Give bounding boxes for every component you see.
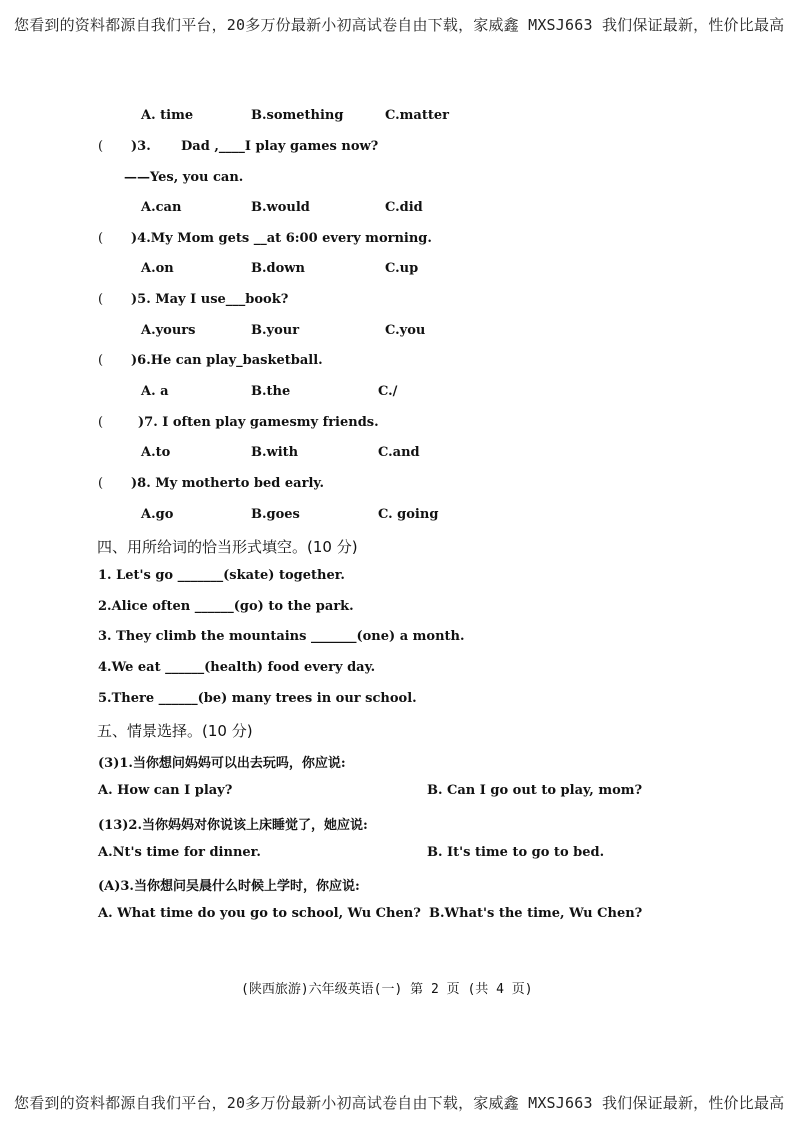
q8-question: )8. My motherto bed early. (131, 476, 324, 491)
section5-item-3-option-b: B.What's the time, Wu Chen? (429, 906, 643, 921)
q7-question: )7. I often play gamesmy friends. (138, 415, 379, 430)
q3-paren: ( (98, 139, 104, 154)
q4-option-c: C.up (385, 261, 419, 276)
q6-option-c: C./ (378, 384, 398, 399)
q8-paren: ( (98, 476, 104, 491)
q5-question: )5. May I use___book? (131, 292, 289, 307)
q8-option-a: A.go (141, 507, 174, 522)
q8-option-b: B.goes (251, 507, 300, 522)
q5-paren: ( (98, 292, 104, 307)
q4-option-a: A.on (141, 261, 174, 276)
q5-option-b: B.your (251, 323, 300, 338)
section4-item-4: 4.We eat ______(health) food every day. (98, 660, 376, 675)
q8-option-c: C. going (378, 507, 439, 522)
footer-banner: 您看到的资料都源自我们平台，20多万份最新小初高试卷自由下载，家威鑫 MXSJ663 我们保证最新，性价比最高 (14, 1094, 785, 1112)
q6-option-a: A. a (141, 384, 169, 399)
section5-item-3-prompt: (A)3.当你想问吴晨什么时候上学时，你应说: (98, 879, 360, 894)
section5-item-2-prompt: (13)2.当你妈妈对你说该上床睡觉了，她应说: (98, 818, 368, 833)
q6-question: )6.He can play_basketball. (131, 353, 323, 368)
q4-option-b: B.down (251, 261, 305, 276)
q3-option-c: C.did (385, 200, 423, 215)
section5-item-2-option-b: B. It's time to go to bed. (427, 845, 605, 860)
q3-number: )3. (131, 139, 151, 154)
q7-option-a: A.to (141, 445, 171, 460)
q7-option-b: B.with (251, 445, 299, 460)
section5-item-1-option-b: B. Can I go out to play, mom? (427, 783, 643, 798)
q5-option-c: C.you (385, 323, 426, 338)
section5-heading: 五、情景选择。(10 分) (97, 722, 253, 740)
q3-question: Dad ,____I play games now? (181, 139, 379, 154)
q4-question: )4.My Mom gets __at 6:00 every morning. (131, 231, 432, 246)
q2-option-c: C.matter (385, 108, 449, 123)
q7-paren: ( (98, 415, 104, 430)
q2-option-a: A. time (141, 108, 194, 123)
q6-option-b: B.the (251, 384, 291, 399)
q2-option-b: B.something (251, 108, 344, 123)
section4-item-3: 3. They climb the mountains _______(one) a month. (98, 629, 465, 644)
header-banner: 您看到的资料都源自我们平台，20多万份最新小初高试卷自由下载，家威鑫 MXSJ663 我们保证最新，性价比最高 (14, 16, 785, 34)
section4-item-5: 5.There ______(be) many trees in our school. (98, 691, 417, 706)
q7-option-c: C.and (378, 445, 420, 460)
q3-reply: ——Yes, you can. (124, 170, 244, 185)
section5-item-3-option-a: A. What time do you go to school, Wu Chen? (98, 906, 421, 921)
section4-item-1: 1. Let's go _______(skate) together. (98, 568, 345, 583)
section5-item-1-prompt: (3)1.当你想问妈妈可以出去玩吗，你应说: (98, 756, 346, 771)
section5-item-1-option-a: A. How can I play? (98, 783, 233, 798)
q5-option-a: A.yours (141, 323, 196, 338)
section4-heading: 四、用所给词的恰当形式填空。(10 分) (97, 538, 358, 556)
page-footer: (陕西旅游)六年级英语(一) 第 2 页 (共 4 页) (241, 982, 533, 997)
section4-item-2: 2.Alice often ______(go) to the park. (98, 599, 354, 614)
q3-option-a: A.can (141, 200, 182, 215)
section5-item-2-option-a: A.Nt's time for dinner. (98, 845, 261, 860)
q3-option-b: B.would (251, 200, 310, 215)
q6-paren: ( (98, 353, 104, 368)
q4-paren: ( (98, 231, 104, 246)
